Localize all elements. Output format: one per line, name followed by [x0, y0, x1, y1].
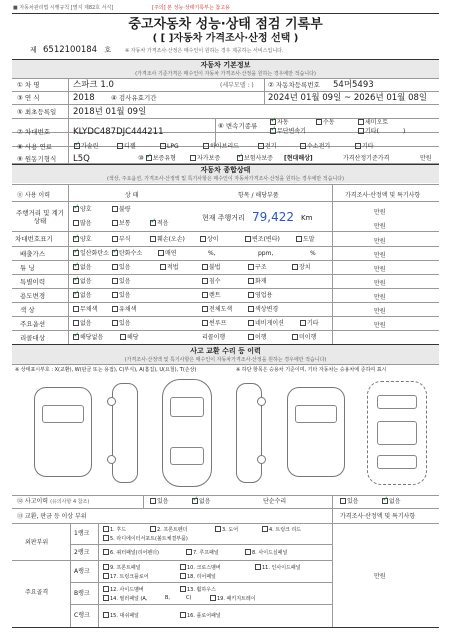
- checkbox-self-warranty[interactable]: [190, 155, 196, 161]
- checkbox-front-panel[interactable]: [103, 564, 109, 570]
- checkbox-mileage-good[interactable]: [73, 206, 79, 212]
- vin-value: KLYDC487DJC444211: [73, 127, 164, 137]
- simple-repair-label: 단순수리: [263, 498, 287, 505]
- vin-opt-1: 부식: [112, 236, 131, 243]
- checkbox-diesel[interactable]: [117, 143, 123, 149]
- checkbox-hybrid[interactable]: [203, 143, 209, 149]
- checkbox-sunroof[interactable]: [202, 320, 208, 326]
- trans-opt-cvt: ✓무단변속기: [270, 128, 306, 135]
- checkbox-purpose-yes[interactable]: [112, 292, 118, 298]
- checkbox-navigation[interactable]: [248, 320, 254, 326]
- won-row-1: 만원: [374, 238, 386, 245]
- checkbox-recall-na[interactable]: [73, 334, 79, 340]
- price-label: 가격산정기준가격: [343, 155, 390, 162]
- emission-unit-0: %,: [208, 250, 216, 257]
- checkbox-lpg[interactable]: [160, 143, 166, 149]
- fuel-label: ⑧ 사용 연료: [17, 143, 53, 151]
- rank-1-item-4: 5. 라디에이터서포트(볼트체결부품): [103, 535, 188, 542]
- checkbox-quarter-panel[interactable]: [103, 549, 109, 555]
- options-label: 주요옵션: [20, 320, 46, 328]
- rank-b-item-0: 12. 사이드멤버: [103, 586, 144, 593]
- special-label: 특별이력: [20, 278, 46, 286]
- page-title: 중고자동차 성능·상태 점검 기록부: [128, 17, 323, 32]
- checkbox-vin-corrosion[interactable]: [112, 236, 118, 242]
- col-item: ⑪ 사용 이력: [17, 192, 50, 199]
- checkbox-wheel-house[interactable]: [180, 586, 186, 592]
- won-row-2: 만원: [374, 252, 386, 259]
- trans-opt-semi: 세미오토: [358, 119, 388, 126]
- checkbox-semi-auto[interactable]: [358, 119, 364, 125]
- vin-opt-0: ✓ 양호: [73, 236, 92, 243]
- checkbox-recall-done[interactable]: [248, 334, 254, 340]
- tuning-opt-0: ✓ 없음: [73, 264, 92, 271]
- status-legend-2: ※ 하단 항목은 승용차 기준이며, 기타 자동차는 승용차에 준하여 표시: [236, 367, 387, 373]
- purpose-label: 용도변경: [20, 292, 46, 300]
- mileage-current-label: 현재 주행거리: [202, 214, 245, 222]
- checkbox-door[interactable]: [215, 526, 221, 532]
- fuel-gasoline: ✓ 가솔린: [74, 143, 98, 150]
- emission-unit-1: ppm,: [258, 250, 274, 257]
- checkbox-simple-yes[interactable]: [340, 498, 346, 504]
- checkbox-options-none[interactable]: [73, 320, 79, 326]
- rank-c-item-1: 16. 플로어패널: [180, 612, 221, 619]
- special-opt-1: 있음: [112, 278, 131, 285]
- options-opt-1: 있음: [112, 320, 131, 327]
- status-legend: ※ 상태표시부호 : X(교환), W(판금 또는 용접), C(부식), A(흠집), U(요철), T(손상): [15, 367, 197, 373]
- rank-b-item-1: 13. 휠하우스: [180, 586, 216, 593]
- car-front-window: [42, 405, 84, 423]
- basic-info-header: 자동차 기본정보: [200, 61, 251, 69]
- checkbox-recall-yes[interactable]: [120, 334, 126, 340]
- options-opt-0: 없음: [73, 320, 92, 327]
- rank-c-item-0: 15. 대쉬패널: [103, 612, 139, 619]
- rank-2-label: 2랭크: [74, 549, 90, 556]
- car-front-outline: [34, 387, 92, 477]
- warranty-self: ⑩ ✓ 보증유형: [138, 155, 176, 162]
- checkbox-rent[interactable]: [202, 292, 208, 298]
- won-row-0b: 만원: [374, 223, 386, 230]
- won-row-6: 만원: [374, 308, 386, 315]
- recall-label: 리콜대상: [20, 334, 46, 342]
- accident-note: (가격조사·산정액 및 특기사항은 매수인이 자동차가격조사·산정을 원하는 경우에만 적습니다): [124, 357, 327, 363]
- accident-header: 사고 교환 수리 등 이력: [190, 347, 261, 355]
- checkbox-tuning-legal[interactable]: [160, 264, 166, 270]
- color-label: 색 상: [20, 306, 35, 314]
- car-name-value: 스파크 1.0: [73, 80, 114, 90]
- rank-a-item-4: 18. 리어패널: [180, 573, 216, 580]
- checkbox-hc[interactable]: [112, 250, 118, 256]
- options-opt-4: 기타: [300, 320, 319, 327]
- fuel-hydrogen: 수소전기: [300, 143, 330, 150]
- mileage-few: ✓ 적음: [150, 220, 169, 227]
- rank-b-item-5: 19. 패키지트레이: [210, 595, 256, 602]
- checkbox-fuel-etc[interactable]: [355, 143, 361, 149]
- emission-co: ✓ 일산화탄소: [73, 250, 109, 257]
- warranty-ins-name: [현대해상]: [284, 155, 313, 162]
- outer-label: 외판부위: [25, 539, 49, 546]
- trans-opt-manual: 수동: [316, 119, 335, 126]
- checkbox-roof-panel[interactable]: [186, 549, 192, 555]
- emission-label: 배출가스: [20, 250, 46, 258]
- rank-2-item-0: 6. 쿼터패널(리어펜더): [103, 549, 159, 556]
- checkbox-accident-no[interactable]: [192, 498, 198, 504]
- checkbox-manual[interactable]: [316, 119, 322, 125]
- color-opt-0: 무채색: [73, 306, 97, 313]
- checkbox-hydrogen[interactable]: [300, 143, 306, 149]
- rank-a-item-3: 17. 트렁크플로어: [103, 573, 149, 580]
- special-opt-0: ✓ 없음: [73, 278, 92, 285]
- inspect-period: 2024년 01월 09일 ~ 2026년 01월 08일: [268, 93, 428, 103]
- notice-red: [주의] 본 성능·상태기록부는 참고용: [152, 5, 230, 11]
- won-row-5: 만원: [374, 294, 386, 301]
- won-row-0: 만원: [374, 209, 386, 216]
- emission-unit-2: %: [310, 250, 316, 257]
- vin-opt-4: 변조(변타): [245, 236, 280, 243]
- checkbox-many[interactable]: [73, 220, 79, 226]
- checkbox-vin-good[interactable]: [73, 236, 79, 242]
- warranty-ins: ✓ 보험사보증: [237, 155, 273, 162]
- emission-hc: ✓ 탄화수소: [112, 250, 142, 257]
- rank-b-item-2: 14. 필러패널 (A,: [103, 595, 147, 602]
- recall-opt-0: ✓ 해당없음: [73, 334, 103, 341]
- emission-smoke: 매연: [158, 250, 177, 257]
- year-value: 2018: [73, 93, 95, 103]
- transmission-label: ⑥ 변속기종류: [218, 122, 258, 130]
- mileage-unit: Km: [301, 214, 313, 222]
- first-reg-label: ⑤ 최초등록일: [17, 108, 57, 116]
- checkbox-color-change[interactable]: [248, 306, 254, 312]
- rank-1-label: 1랭크: [74, 530, 90, 537]
- checkbox-chromatic[interactable]: [112, 306, 118, 312]
- warranty-self-opt: 자가보증: [190, 155, 220, 162]
- accident-yes: 있음: [150, 498, 169, 505]
- rank-won: 만원: [374, 573, 386, 580]
- vin-opt-5: 도말: [296, 236, 315, 243]
- overall-header: 자동차 종합상태: [200, 166, 251, 174]
- main-frame-label: 주요골격: [25, 589, 49, 596]
- vin-opt-3: 상이: [200, 236, 219, 243]
- car-rear-outline: [287, 387, 345, 477]
- purpose-opt-2: 렌트: [202, 292, 221, 299]
- tuning-label: 튜 닝: [20, 264, 35, 272]
- tuning-opt-3: 불법: [202, 264, 221, 271]
- color-opt-3: 색상변경: [248, 306, 278, 313]
- checkbox-pillar-panel[interactable]: [103, 595, 109, 601]
- trans-opt-auto: ✓ 자동: [270, 119, 289, 126]
- checkbox-fire[interactable]: [248, 278, 254, 284]
- tuning-opt-4: 구조: [248, 264, 267, 271]
- checkbox-flood[interactable]: [202, 278, 208, 284]
- vin-opt-2: 훼손(오손): [150, 236, 185, 243]
- options-opt-2: 썬루프: [202, 320, 226, 327]
- recall-opt-1: 해당: [120, 334, 139, 341]
- rank-a-item-0: 9. 프론트패널: [103, 564, 141, 571]
- rank-1-item-3: 4. 트렁크 리드: [262, 526, 301, 533]
- rank-c-label: C랭크: [74, 612, 90, 619]
- rank-b-label: B랭크: [74, 590, 90, 597]
- checkbox-tuning-structure[interactable]: [248, 264, 254, 270]
- checkbox-vin-altered[interactable]: [245, 236, 251, 242]
- rank-a-item-1: 10. 크로스멤버: [180, 564, 221, 571]
- checkbox-smoke[interactable]: [158, 250, 164, 256]
- color-opt-2: 전체도색: [202, 306, 232, 313]
- checkbox-trunk-lid[interactable]: [262, 526, 268, 532]
- tuning-opt-5: 장치: [292, 264, 311, 271]
- mileage-good: ✓양호: [73, 206, 92, 213]
- rank-a-item-2: 11. 인사이드패널: [255, 564, 301, 571]
- car-diagram: [12, 375, 439, 493]
- vin-mark-label: 차대번호표기: [15, 235, 53, 243]
- mileage-value: 79,422: [252, 210, 294, 224]
- rank-a-label: A랭크: [74, 568, 90, 575]
- checkbox-accident-yes[interactable]: [150, 498, 156, 504]
- checkbox-mileage-bad[interactable]: [112, 206, 118, 212]
- checkbox-radiator-support[interactable]: [103, 535, 109, 541]
- checkbox-insurance-warranty[interactable]: [237, 155, 243, 161]
- recall-opt-4: 미이행: [292, 334, 316, 341]
- checkbox-tuning-yes[interactable]: [112, 264, 118, 270]
- checkbox-cvt[interactable]: [270, 128, 276, 134]
- checkbox-front-fender[interactable]: [150, 526, 156, 532]
- accident-no: ✓ 없음: [192, 498, 211, 505]
- simple-no: ✓ 없음: [382, 498, 401, 505]
- reg-no-value: 54머5493: [333, 80, 374, 90]
- checkbox-recall-not-done[interactable]: [292, 334, 298, 340]
- col-price: 가격조사·산정액 및 특기사항: [345, 192, 421, 199]
- vin-label: ⑦ 차대번호: [17, 128, 51, 136]
- checkbox-trunk-floor[interactable]: [103, 573, 109, 579]
- checkbox-inside-panel[interactable]: [255, 564, 261, 570]
- price-unit: 만원: [420, 155, 432, 162]
- col-detail: 항목 / 해당부품: [238, 192, 279, 199]
- checkbox-side-sill[interactable]: [245, 549, 251, 555]
- price-header: 가격조사·산정액 및 특기사항: [340, 513, 416, 520]
- checkbox-special-none[interactable]: [73, 278, 79, 284]
- fuel-hybrid: 하이브리드: [203, 143, 239, 150]
- checkbox-vin-differ[interactable]: [200, 236, 206, 242]
- detail-model: (세부모델 : ): [220, 82, 254, 89]
- checkbox-options-yes[interactable]: [112, 320, 118, 326]
- checkbox-achromatic[interactable]: [73, 306, 79, 312]
- won-row-4: 만원: [374, 280, 386, 287]
- checkbox-electric[interactable]: [258, 143, 264, 149]
- rank-1-item-2: 3. 도어: [215, 526, 238, 533]
- form-number: ■ 자동차관리법 시행규칙 [별지 제82호 서식]: [13, 5, 114, 11]
- rank-1-item-1: 2. 프론트펜더: [150, 526, 188, 533]
- checkbox-options-etc[interactable]: [300, 320, 306, 326]
- document-note: ※ 자동차 가격조사·산정은 매수인이 원하는 경우 제공하는 서비스입니다.: [125, 48, 284, 54]
- reg-no-label: ② 자동차등록번호: [268, 81, 320, 89]
- checkbox-simple-no[interactable]: [382, 498, 388, 504]
- checkbox-tuning-device[interactable]: [292, 264, 298, 270]
- checkbox-tuning-illegal[interactable]: [202, 264, 208, 270]
- checkbox-few[interactable]: [150, 220, 156, 226]
- checkbox-tuning-none[interactable]: [73, 264, 79, 270]
- checkbox-gasoline[interactable]: [74, 143, 80, 149]
- fuel-electric: 전기: [258, 143, 277, 150]
- page-subtitle: ( [ ]자동차 가격조사·산정 선택 ): [152, 33, 299, 44]
- won-row-3: 만원: [374, 266, 386, 273]
- mileage-normal: 보통: [112, 220, 131, 227]
- recall-opt-3: 이행: [248, 334, 267, 341]
- mileage-many: 많음: [73, 220, 92, 227]
- fuel-etc: 기타: [355, 143, 374, 150]
- mileage-bad: 불량: [112, 206, 131, 213]
- rank-2-item-2: 8. 사이드실패널: [245, 549, 287, 556]
- checkbox-normal[interactable]: [112, 220, 118, 226]
- checkbox-vin-smeared[interactable]: [296, 236, 302, 242]
- checkbox-special-yes[interactable]: [112, 278, 118, 284]
- exterior-label: ⑬ 교환, 판금 등 이상 부위: [17, 513, 87, 520]
- checkbox-dash-panel[interactable]: [103, 612, 109, 618]
- recall-opt-2: 리콜이행: [202, 334, 226, 341]
- purpose-opt-0: ✓ 없음: [73, 292, 92, 299]
- fuel-diesel: 디젤: [117, 143, 136, 150]
- car-top-view: [162, 379, 212, 487]
- checkbox-full-paint[interactable]: [202, 306, 208, 312]
- purpose-opt-3: 영업용: [248, 292, 272, 299]
- motor-label: ⑨ 원동기형식: [17, 155, 57, 163]
- first-reg-value: 2018년 01월 09일: [73, 107, 147, 117]
- options-opt-3: 네비게이션: [248, 320, 284, 327]
- checkbox-trans-etc[interactable]: [358, 128, 364, 134]
- tuning-opt-2: 적법: [160, 264, 179, 271]
- trans-opt-etc: 기타( ): [358, 128, 405, 135]
- checkbox-cross-member[interactable]: [180, 564, 186, 570]
- checkbox-floor-panel[interactable]: [180, 612, 186, 618]
- accident-history-label: ⑫ 사고이력 (유의사항 4 참조): [17, 498, 90, 505]
- rank-b-item-3: B,: [165, 595, 171, 601]
- color-opt-1: 유채색: [112, 306, 136, 313]
- special-opt-2: 침수: [202, 278, 221, 285]
- checkbox-side-member[interactable]: [103, 586, 109, 592]
- special-opt-3: 화재: [248, 278, 267, 285]
- col-state: 상 태: [125, 192, 139, 199]
- car-name-label: ① 차 명: [17, 81, 40, 89]
- won-row-7: 만원: [374, 322, 386, 329]
- checkbox-vin-damaged[interactable]: [150, 236, 156, 242]
- checkbox-co[interactable]: [73, 250, 79, 256]
- rank-b-item-4: C): [186, 595, 192, 601]
- car-side-left: [112, 383, 138, 483]
- simple-yes: 있음: [340, 498, 359, 505]
- mileage-row-label: 주행거리 및 계기상태: [15, 209, 65, 225]
- checkbox-business[interactable]: [248, 292, 254, 298]
- motor-value: L5Q: [73, 154, 90, 164]
- purpose-opt-1: 있음: [112, 292, 131, 299]
- rank-1-item-0: 1. 후드: [103, 526, 126, 533]
- rank-2-item-1: 7. 루프패널: [186, 549, 219, 556]
- checkbox-hood[interactable]: [103, 526, 109, 532]
- year-label: ③ 연 식: [17, 94, 40, 102]
- checkbox-purpose-none[interactable]: [73, 292, 79, 298]
- overall-note: (색상, 주요옵션, 가격조사·산정액 및 특기사항은 매수인이 자동차가격조사·산정을 원하는 경우에만 적습니다): [106, 176, 345, 182]
- inspect-label: ④ 검사유효기간: [111, 94, 157, 102]
- checkbox-rear-panel[interactable]: [180, 573, 186, 579]
- checkbox-package-tray[interactable]: [210, 595, 216, 601]
- fuel-lpg: LPG: [160, 143, 179, 150]
- tuning-opt-1: 있음: [112, 264, 131, 271]
- basic-info-note: (가격조사 기준가격은 매수인이 자동차 가격조사·산정을 원하는 경우에만 적습니다): [135, 71, 316, 77]
- document-number: 제 6512100184 호: [30, 45, 112, 55]
- checkbox-warranty-self[interactable]: [146, 155, 152, 161]
